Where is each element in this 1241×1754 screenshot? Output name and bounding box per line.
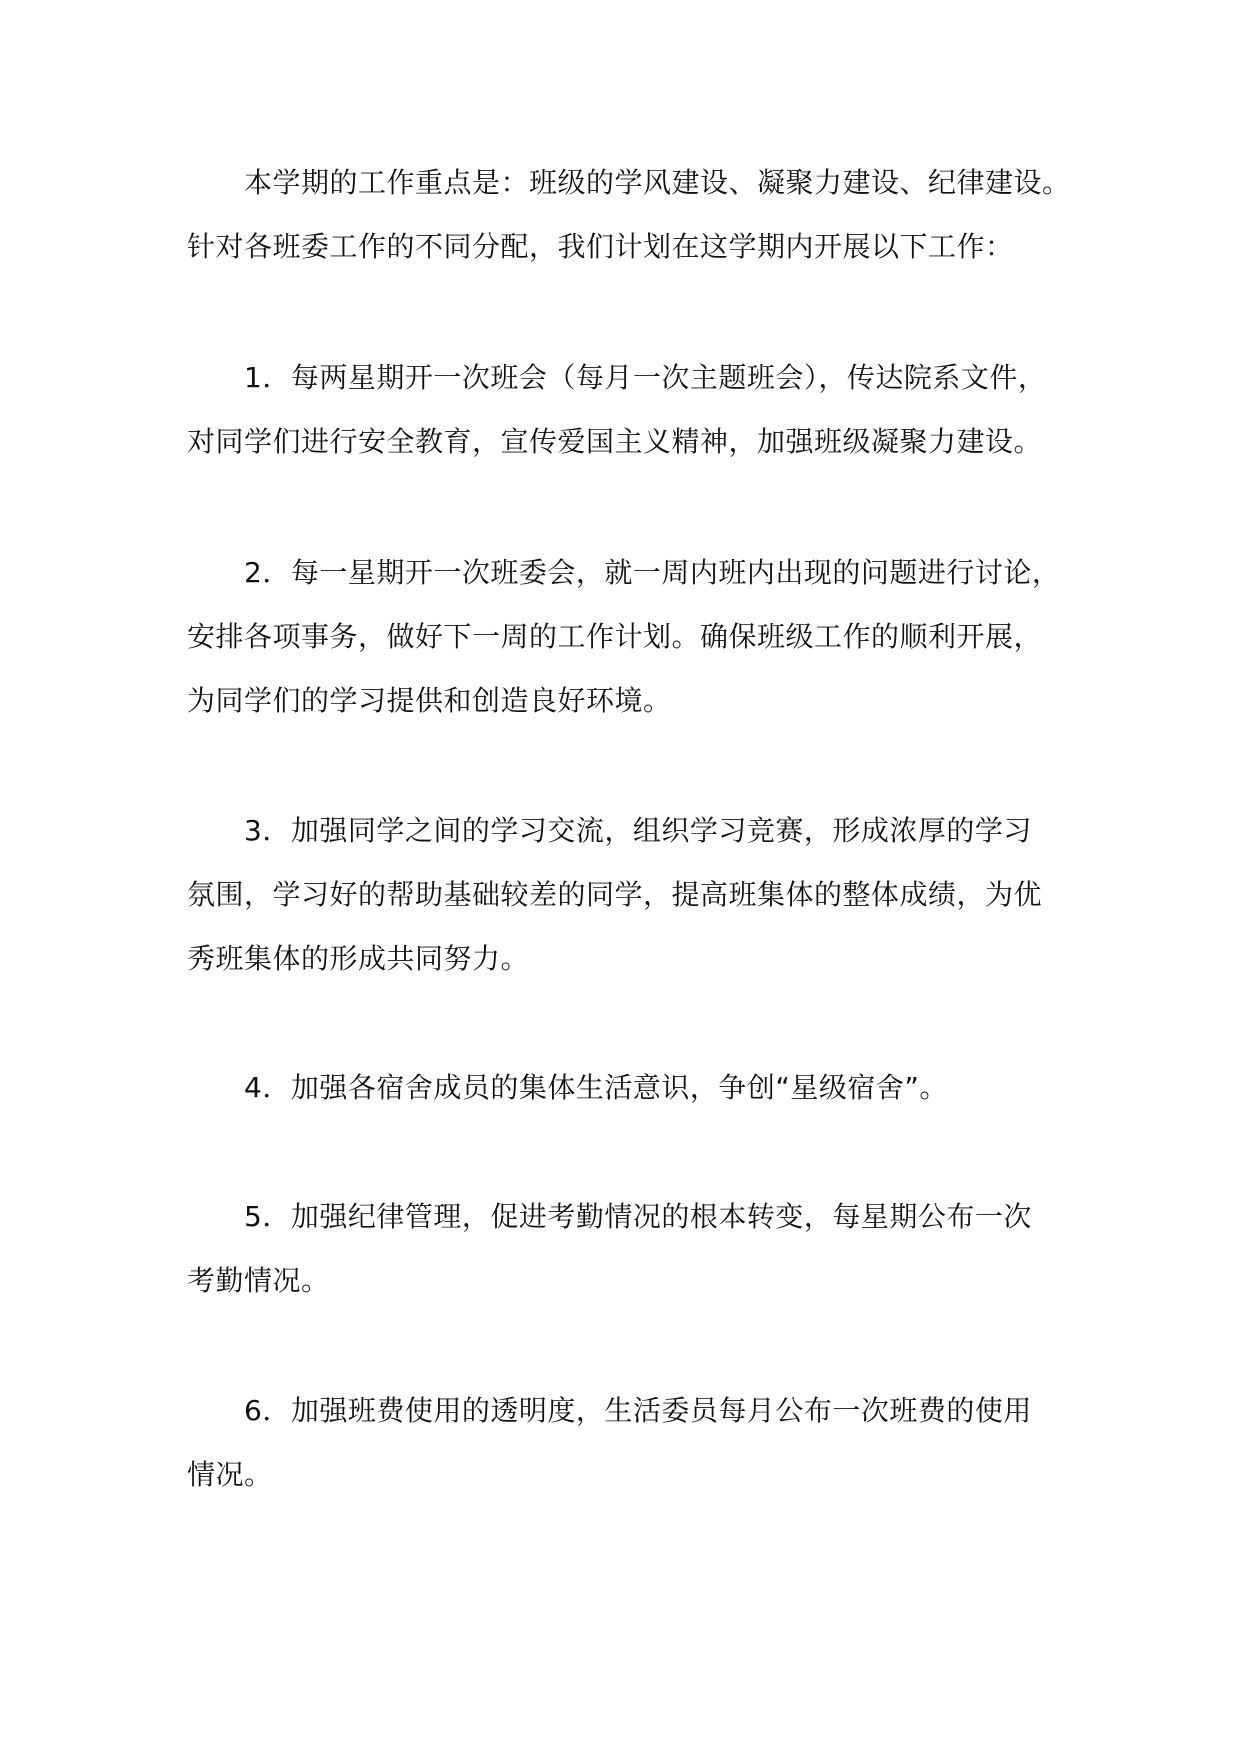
intro-paragraph: 本学期的工作重点是：班级的学风建设、凝聚力建设、纪律建设。 针对各班委工作的不同分配，我们计划在这学期内开展以下工作： — [187, 166, 1071, 263]
item-2-paragraph: 2．每一星期开一次班委会，就一周内班内出现的问题进行讨论， 安排各项事务，做好下一周的工作计划。确保班级工作的顺利开展， 为同学们的学习提供和创造良好环境。 — [187, 556, 1061, 717]
item-1-paragraph: 1．每两星期开一次班会（每月一次主题班会），传达院系文件， 对同学们进行安全教育，宣传爱国主义精神，加强班级凝聚力建设。 — [187, 361, 1047, 458]
item-4-paragraph: 4．加强各宿舍成员的集体生活意识，争创“星级宿舍”。 — [187, 1071, 948, 1104]
item-3-paragraph: 3．加强同学之间的学习交流，组织学习竞赛，形成浓厚的学习 氛围，学习好的帮助基础较差的同学，提高班集体的整体成绩，为优 秀班集体的形成共同努力。 — [187, 814, 1043, 975]
item-6-paragraph: 6．加强班费使用的透明度，生活委员每月公布一次班费的使用 情况。 — [187, 1394, 1032, 1491]
item-5-paragraph: 5．加强纪律管理，促进考勤情况的根本转变，每星期公布一次 考勤情况。 — [187, 1200, 1032, 1297]
